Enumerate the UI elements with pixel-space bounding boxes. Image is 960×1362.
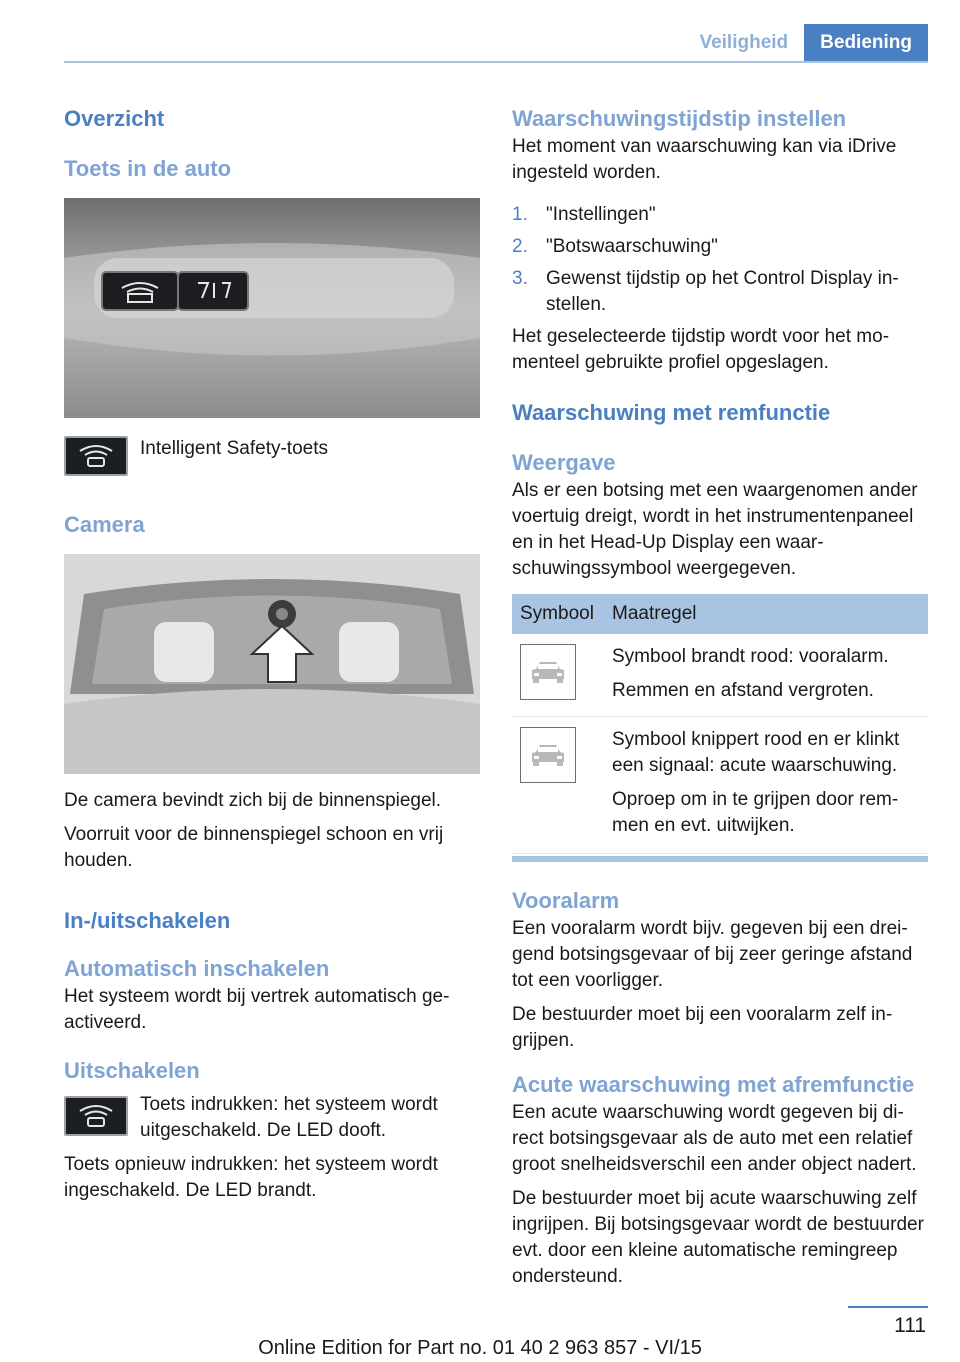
table-header-row (512, 594, 928, 634)
off-row (64, 1092, 480, 1144)
heading-in-uitschakelen: In-/uitschakelen (64, 908, 231, 933)
page-number: 111 (894, 1314, 926, 1337)
tab-veiligheid[interactable]: Veiligheid (699, 32, 789, 53)
footer-edition-text: Online Edition for Part no. 01 40 2 963 857 - VI/15 (258, 1337, 702, 1359)
car-warning-icon (520, 727, 576, 783)
row2-measure-b: Oproep om in te grijpen door remmen en evt. uitwijken. (612, 789, 899, 836)
table-row (512, 634, 928, 717)
heading-camera: Camera (64, 512, 145, 537)
auto-on-text: Het systeem wordt bij vertrek automatisch geactiveerd. (64, 986, 450, 1033)
heading-waarschuwingstijdstip: Waarschuwingstijdstip instellen (512, 106, 847, 131)
display-text: Als er een botsing met een waargenomen ander voertuig dreigt, wordt in het instrumentenpaneel en in het Head-Up Display een waarschuwingssymbool weergegeven. (512, 480, 918, 579)
list-item: 1. "Instellingen" (512, 204, 656, 225)
heading-toets-in-de-auto: Toets in de auto (64, 156, 232, 181)
intelligent-safety-button-icon (64, 436, 128, 476)
tab-bediening[interactable]: Bediening (804, 24, 928, 62)
left-column (64, 100, 480, 1212)
right-column (512, 100, 928, 1298)
off-text: Toets indrukken: het systeem wordt uitgeschakeld. De LED dooft. (140, 1094, 438, 1141)
camera-clean-text: Voorruit voor de binnenspiegel schoon en vrij houden. (64, 824, 444, 871)
prealarm-text-2: De bestuurder moet bij een vooralarm zelf ingrijpen. (512, 1004, 893, 1051)
acute-text-1: Een acute waarschuwing wordt gegeven bij direct botsingsgevaar als de auto met een relatief groot snelheidsverschil een ander object nadert. (512, 1102, 917, 1175)
header-tabs (683, 24, 928, 62)
list-item: 3. Gewenst tijdstip op het Control Display instellen. (512, 268, 899, 315)
col-header-symbool: Symbool (512, 594, 604, 634)
saved-profile-text: Het geselecteerde tijdstip wordt voor het momenteel gebruikte profiel opgeslagen. (512, 326, 890, 373)
heading-acute-waarschuwing: Acute waarschuwing met afremfunctie (512, 1072, 915, 1097)
heading-vooralarm: Vooralarm (512, 888, 620, 913)
row1-measure-b: Remmen en afstand vergroten. (612, 680, 874, 701)
heading-uitschakelen: Uitschakelen (64, 1058, 200, 1083)
steps-list (512, 202, 928, 318)
intelligent-safety-caption: Intelligent Safety-toets (140, 438, 328, 459)
row1-measure-a: Symbool brandt rood: vooralarm. (612, 646, 889, 667)
heading-overzicht: Overzicht (64, 106, 165, 131)
camera-location-text: De camera bevindt zich bij de binnenspiegel. (64, 790, 442, 811)
photo-camera-windshield (64, 554, 480, 774)
acute-text-2: De bestuurder moet bij acute waarschuwing zelf ingrijpen. Bij botsingsgevaar wordt de bestuurder evt. door een kleine automatische remingreep ondersteund. (512, 1188, 924, 1287)
table-bottom-bar (512, 856, 928, 862)
heading-automatisch-inschakelen: Automatisch inschakelen (64, 956, 330, 981)
on-again-text: Toets opnieuw indrukken: het systeem wordt ingeschakeld. De LED brandt. (64, 1154, 438, 1201)
photo-roof-buttons (64, 198, 480, 418)
warntime-text: Het moment van waarschuwing kan via iDrive ingesteld worden. (512, 136, 897, 183)
prealarm-text-1: Een vooralarm wordt bijv. gegeven bij een dreigend botsingsgevaar of bij zeer geringe afstand tot een voorligger. (512, 918, 913, 991)
car-warning-icon (520, 644, 576, 700)
list-item: 2. "Botswaarschuwing" (512, 236, 718, 257)
heading-weergave: Weergave (512, 450, 616, 475)
button-caption-row (64, 436, 480, 476)
symbol-table (512, 594, 928, 854)
header-divider (64, 61, 928, 63)
intelligent-safety-button-icon-small (64, 1096, 128, 1136)
table-row (512, 717, 928, 854)
footer-rule (848, 1306, 928, 1308)
heading-waarschuwing-remfunctie: Waarschuwing met remfunctie (512, 400, 831, 425)
col-header-maatregel: Maatregel (604, 594, 928, 634)
row2-measure-a: Symbool knippert rood en er klinkt een signaal: acute waarschuwing. (612, 729, 900, 776)
